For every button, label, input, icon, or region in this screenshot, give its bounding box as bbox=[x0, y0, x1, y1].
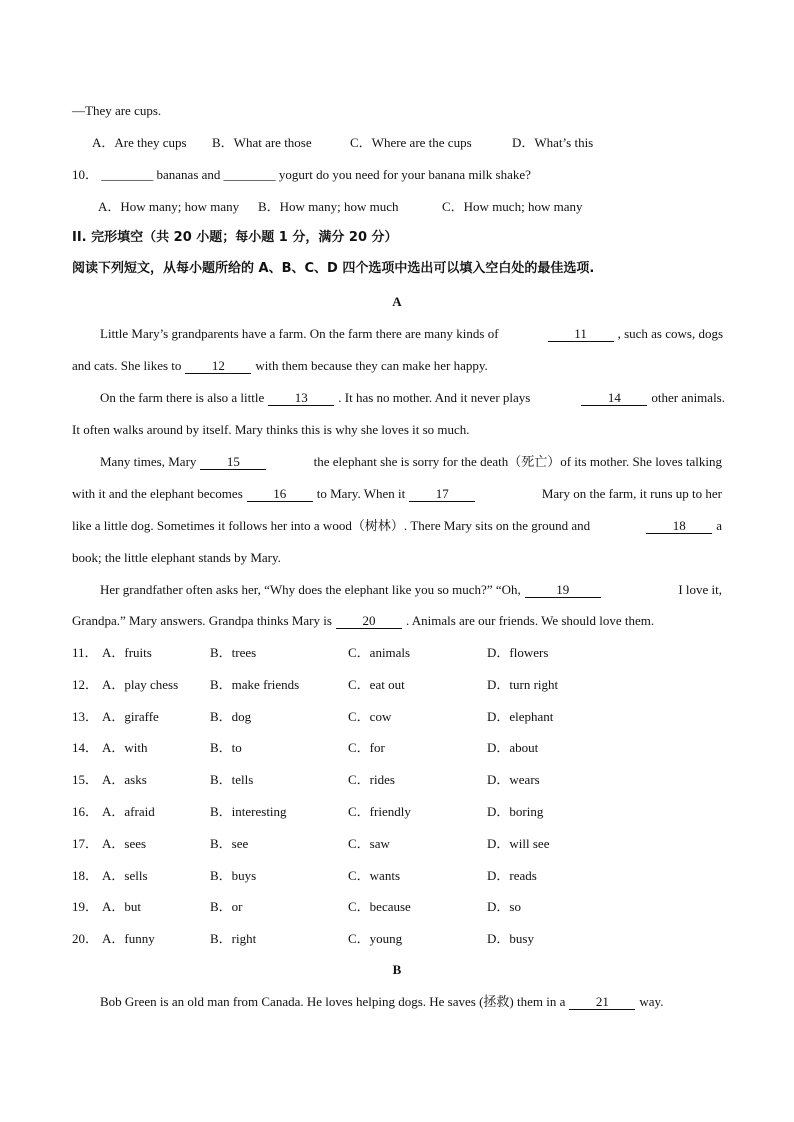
option-d: D．so bbox=[487, 899, 521, 914]
option-c: C．friendly bbox=[348, 804, 411, 819]
blank-20: 20 bbox=[336, 613, 402, 629]
passage-a-line-10 bbox=[72, 612, 724, 630]
passage-a-line-8: book; the little elephant stands by Mary. bbox=[72, 550, 281, 565]
passage-a-line-9 bbox=[100, 581, 722, 599]
option-c: C．because bbox=[348, 899, 411, 914]
question-number: 15． bbox=[72, 772, 99, 787]
option-c: C．cow bbox=[348, 709, 392, 724]
option-a: A．play chess bbox=[102, 677, 179, 692]
option-b: B．to bbox=[210, 740, 242, 755]
option-d: D．flowers bbox=[487, 645, 549, 660]
passage-text: like a little dog. Sometimes it follows her into a wood（树林）. There Mary sits on the ground and bbox=[72, 518, 591, 533]
option-d: D．will see bbox=[487, 836, 550, 851]
passage-text: with them because they can make her happy. bbox=[255, 358, 488, 373]
option-a: A．afraid bbox=[102, 804, 155, 819]
passage-a-line-1 bbox=[100, 325, 723, 343]
blank-17: 17 bbox=[409, 486, 475, 502]
option-c: C．rides bbox=[348, 772, 395, 787]
passage-text: Mary on the farm, it runs up to her bbox=[541, 486, 722, 501]
option-d: D．busy bbox=[487, 931, 534, 946]
option-b: B．see bbox=[210, 836, 249, 851]
blank-14: 14 bbox=[581, 390, 647, 406]
passage-text: other animals. bbox=[651, 390, 725, 405]
q10-number: 10． bbox=[72, 167, 99, 182]
option-d: D．reads bbox=[487, 868, 537, 883]
option-c: C．wants bbox=[348, 868, 401, 883]
passage-text: and cats. She likes to bbox=[72, 358, 182, 373]
passage-b-heading: B bbox=[392, 962, 402, 977]
passage-text: to Mary. When it bbox=[316, 486, 406, 501]
question-number: 13． bbox=[72, 709, 99, 724]
passage-a-heading: A bbox=[392, 294, 402, 309]
passage-text: a bbox=[716, 518, 722, 533]
option-a: A．asks bbox=[102, 772, 147, 787]
q10-blank-2: ________ bbox=[223, 167, 276, 182]
q10-option-b: B．How many; how much bbox=[258, 199, 399, 214]
option-b: B．make friends bbox=[210, 677, 300, 692]
q10-option-c: C．How much; how many bbox=[442, 199, 583, 214]
passage-a-line-6 bbox=[72, 485, 722, 503]
section-instruction: 阅读下列短文，从每小题所给的 A、B、C、D 四个选项中选出可以填入空白处的最佳选项. bbox=[72, 261, 595, 276]
option-a: A．with bbox=[102, 740, 148, 755]
passage-a-line-7 bbox=[72, 517, 722, 535]
q9-option-b: B．What are those bbox=[212, 135, 312, 150]
blank-21: 21 bbox=[569, 994, 635, 1010]
q10-option-a: A．How many; how many bbox=[98, 199, 240, 214]
passage-text: Bob Green is an old man from Canada. He loves helping dogs. He saves (拯救) them in a bbox=[100, 994, 566, 1009]
q9-answer-line bbox=[72, 102, 724, 120]
passage-text: I love it, bbox=[678, 582, 722, 597]
q10-text-1: bananas and bbox=[156, 167, 221, 182]
blank-13: 13 bbox=[268, 390, 334, 406]
blank-11: 11 bbox=[548, 326, 614, 342]
option-a: A．sells bbox=[102, 868, 148, 883]
option-a: A．fruits bbox=[102, 645, 152, 660]
q10-text-2: yogurt do you need for your banana milk shake? bbox=[278, 167, 531, 182]
passage-a-line-4: It often walks around by itself. Mary thinks this is why she loves it so much. bbox=[72, 422, 470, 437]
passage-text: Little Mary’s grandparents have a farm. On the farm there are many kinds of bbox=[100, 326, 499, 341]
question-number: 17． bbox=[72, 836, 99, 851]
option-b: B．buys bbox=[210, 868, 257, 883]
question-number: 19． bbox=[72, 899, 99, 914]
passage-text: the elephant she is sorry for the death（死亡）of its mother. She loves talking bbox=[313, 454, 722, 469]
passage-a-line-5 bbox=[100, 453, 722, 471]
option-c: C．for bbox=[348, 740, 385, 755]
passage-text: Many times, Mary bbox=[100, 454, 197, 469]
blank-12: 12 bbox=[185, 358, 251, 374]
question-number: 18． bbox=[72, 868, 99, 883]
option-b: B．trees bbox=[210, 645, 257, 660]
option-b: B．tells bbox=[210, 772, 254, 787]
option-b: B．right bbox=[210, 931, 257, 946]
passage-text: Grandpa.” Mary answers. Grandpa thinks Mary is bbox=[72, 613, 332, 628]
option-c: C．saw bbox=[348, 836, 390, 851]
q9-answer-text: —They are cups. bbox=[72, 103, 162, 118]
passage-a-line-3 bbox=[100, 389, 725, 407]
q9-option-d: D．What’s this bbox=[512, 135, 594, 150]
passage-a-line-2 bbox=[72, 357, 724, 375]
question-number: 11． bbox=[72, 645, 98, 660]
q10-blank-1: ________ bbox=[101, 167, 154, 182]
passage-text: . It has no mother. And it never plays bbox=[338, 390, 531, 405]
question-number: 20． bbox=[72, 931, 99, 946]
question-number: 16． bbox=[72, 804, 99, 819]
option-d: D．boring bbox=[487, 804, 544, 819]
option-a: A．sees bbox=[102, 836, 147, 851]
q9-option-a: A．Are they cups bbox=[92, 135, 187, 150]
passage-text: . Animals are our friends. We should love them. bbox=[405, 613, 655, 628]
blank-19: 19 bbox=[525, 582, 601, 598]
question-number: 12． bbox=[72, 677, 99, 692]
blank-18: 18 bbox=[646, 518, 712, 534]
question-number: 14． bbox=[72, 740, 99, 755]
option-a: A．but bbox=[102, 899, 142, 914]
q10-stem bbox=[72, 166, 724, 184]
section-title: II. 完形填空（共 20 小题；每小题 1 分，满分 20 分） bbox=[72, 230, 398, 245]
passage-text: with it and the elephant becomes bbox=[72, 486, 243, 501]
option-d: D．about bbox=[487, 740, 539, 755]
option-d: D．turn right bbox=[487, 677, 559, 692]
option-c: C．eat out bbox=[348, 677, 405, 692]
passage-b-line-1 bbox=[100, 993, 752, 1011]
passage-text: way. bbox=[639, 994, 664, 1009]
option-b: B．or bbox=[210, 899, 243, 914]
q9-option-c: C．Where are the cups bbox=[350, 135, 472, 150]
option-d: D．wears bbox=[487, 772, 540, 787]
blank-15: 15 bbox=[200, 454, 266, 470]
passage-text: Her grandfather often asks her, “Why does the elephant like you so much?” “Oh, bbox=[100, 582, 521, 597]
option-a: A．giraffe bbox=[102, 709, 159, 724]
option-c: C．animals bbox=[348, 645, 411, 660]
option-d: D．elephant bbox=[487, 709, 554, 724]
option-b: B．interesting bbox=[210, 804, 287, 819]
option-b: B．dog bbox=[210, 709, 252, 724]
option-c: C．young bbox=[348, 931, 403, 946]
option-a: A．funny bbox=[102, 931, 155, 946]
passage-text: On the farm there is also a little bbox=[100, 390, 265, 405]
blank-16: 16 bbox=[247, 486, 313, 502]
passage-text: , such as cows, dogs bbox=[617, 326, 723, 341]
